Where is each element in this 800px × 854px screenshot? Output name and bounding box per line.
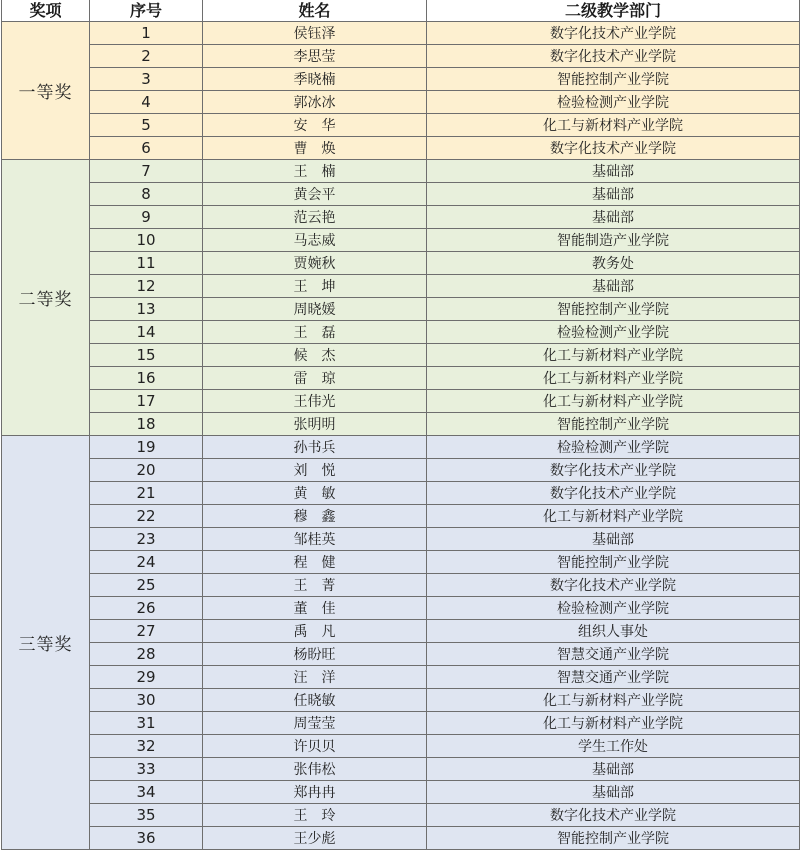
row-number-cell: 27 xyxy=(90,620,203,643)
person-name-cell: 贾婉秋 xyxy=(203,252,427,275)
department-cell: 检验检测产业学院 xyxy=(427,436,800,459)
table-row xyxy=(2,390,800,413)
person-name-cell: 张明明 xyxy=(203,413,427,436)
header-name: 姓名 xyxy=(203,0,427,22)
row-number-cell: 15 xyxy=(90,344,203,367)
department-cell: 数字化技术产业学院 xyxy=(427,137,800,160)
table-row xyxy=(2,114,800,137)
award-level-cell: 一等奖 xyxy=(2,22,90,160)
table-row xyxy=(2,689,800,712)
table-row xyxy=(2,620,800,643)
department-cell: 化工与新材料产业学院 xyxy=(427,367,800,390)
table-row xyxy=(2,712,800,735)
header-award: 奖项 xyxy=(2,0,90,22)
department-cell: 智能控制产业学院 xyxy=(427,827,800,850)
row-number-cell: 13 xyxy=(90,298,203,321)
department-cell: 基础部 xyxy=(427,275,800,298)
row-number-cell: 25 xyxy=(90,574,203,597)
person-name-cell: 郭冰冰 xyxy=(203,91,427,114)
row-number-cell: 19 xyxy=(90,436,203,459)
department-cell: 智慧交通产业学院 xyxy=(427,666,800,689)
department-cell: 基础部 xyxy=(427,528,800,551)
person-name-cell: 王少彪 xyxy=(203,827,427,850)
person-name-cell: 郑冉冉 xyxy=(203,781,427,804)
table-row xyxy=(2,482,800,505)
department-cell: 基础部 xyxy=(427,183,800,206)
row-number-cell: 14 xyxy=(90,321,203,344)
row-number-cell: 24 xyxy=(90,551,203,574)
person-name-cell: 刘 悦 xyxy=(203,459,427,482)
table-row xyxy=(2,252,800,275)
table-row xyxy=(2,229,800,252)
header-number: 序号 xyxy=(90,0,203,22)
table-row xyxy=(2,781,800,804)
person-name-cell: 王 玲 xyxy=(203,804,427,827)
row-number-cell: 22 xyxy=(90,505,203,528)
department-cell: 化工与新材料产业学院 xyxy=(427,344,800,367)
department-cell: 智能控制产业学院 xyxy=(427,413,800,436)
department-cell: 检验检测产业学院 xyxy=(427,91,800,114)
row-number-cell: 5 xyxy=(90,114,203,137)
table-row xyxy=(2,643,800,666)
department-cell: 检验检测产业学院 xyxy=(427,597,800,620)
table-row xyxy=(2,436,800,459)
row-number-cell: 33 xyxy=(90,758,203,781)
table-row xyxy=(2,413,800,436)
person-name-cell: 范云艳 xyxy=(203,206,427,229)
department-cell: 数字化技术产业学院 xyxy=(427,459,800,482)
person-name-cell: 雷 琼 xyxy=(203,367,427,390)
table-row xyxy=(2,206,800,229)
person-name-cell: 董 佳 xyxy=(203,597,427,620)
department-cell: 数字化技术产业学院 xyxy=(427,22,800,45)
table-row xyxy=(2,459,800,482)
person-name-cell: 王 坤 xyxy=(203,275,427,298)
table-row xyxy=(2,666,800,689)
row-number-cell: 23 xyxy=(90,528,203,551)
row-number-cell: 20 xyxy=(90,459,203,482)
row-number-cell: 17 xyxy=(90,390,203,413)
table-row xyxy=(2,735,800,758)
person-name-cell: 任晓敏 xyxy=(203,689,427,712)
department-cell: 化工与新材料产业学院 xyxy=(427,390,800,413)
department-cell: 智能制造产业学院 xyxy=(427,229,800,252)
row-number-cell: 35 xyxy=(90,804,203,827)
table-body xyxy=(2,22,800,850)
department-cell: 化工与新材料产业学院 xyxy=(427,712,800,735)
table-row xyxy=(2,505,800,528)
row-number-cell: 11 xyxy=(90,252,203,275)
table-row xyxy=(2,91,800,114)
person-name-cell: 周莹莹 xyxy=(203,712,427,735)
award-level-cell: 三等奖 xyxy=(2,436,90,850)
award-level-cell: 二等奖 xyxy=(2,160,90,436)
department-cell: 化工与新材料产业学院 xyxy=(427,689,800,712)
table-row xyxy=(2,551,800,574)
person-name-cell: 张伟松 xyxy=(203,758,427,781)
person-name-cell: 王 楠 xyxy=(203,160,427,183)
row-number-cell: 31 xyxy=(90,712,203,735)
award-table xyxy=(1,0,800,850)
department-cell: 智能控制产业学院 xyxy=(427,298,800,321)
table-row xyxy=(2,344,800,367)
department-cell: 数字化技术产业学院 xyxy=(427,45,800,68)
row-number-cell: 9 xyxy=(90,206,203,229)
department-cell: 学生工作处 xyxy=(427,735,800,758)
table-row xyxy=(2,804,800,827)
row-number-cell: 30 xyxy=(90,689,203,712)
row-number-cell: 29 xyxy=(90,666,203,689)
table-row xyxy=(2,321,800,344)
person-name-cell: 侯钰泽 xyxy=(203,22,427,45)
person-name-cell: 李思莹 xyxy=(203,45,427,68)
department-cell: 教务处 xyxy=(427,252,800,275)
person-name-cell: 黄 敏 xyxy=(203,482,427,505)
row-number-cell: 2 xyxy=(90,45,203,68)
department-cell: 智慧交通产业学院 xyxy=(427,643,800,666)
person-name-cell: 杨盼旺 xyxy=(203,643,427,666)
person-name-cell: 季晓楠 xyxy=(203,68,427,91)
row-number-cell: 32 xyxy=(90,735,203,758)
person-name-cell: 汪 洋 xyxy=(203,666,427,689)
row-number-cell: 6 xyxy=(90,137,203,160)
person-name-cell: 曹 焕 xyxy=(203,137,427,160)
department-cell: 化工与新材料产业学院 xyxy=(427,114,800,137)
table-row xyxy=(2,68,800,91)
department-cell: 化工与新材料产业学院 xyxy=(427,505,800,528)
row-number-cell: 8 xyxy=(90,183,203,206)
table-row xyxy=(2,574,800,597)
department-cell: 组织人事处 xyxy=(427,620,800,643)
department-cell: 检验检测产业学院 xyxy=(427,321,800,344)
department-cell: 基础部 xyxy=(427,206,800,229)
person-name-cell: 程 健 xyxy=(203,551,427,574)
row-number-cell: 3 xyxy=(90,68,203,91)
row-number-cell: 36 xyxy=(90,827,203,850)
person-name-cell: 孙书兵 xyxy=(203,436,427,459)
row-number-cell: 18 xyxy=(90,413,203,436)
department-cell: 智能控制产业学院 xyxy=(427,68,800,91)
row-number-cell: 4 xyxy=(90,91,203,114)
row-number-cell: 7 xyxy=(90,160,203,183)
person-name-cell: 候 杰 xyxy=(203,344,427,367)
header-row xyxy=(2,0,800,22)
table-row xyxy=(2,758,800,781)
person-name-cell: 许贝贝 xyxy=(203,735,427,758)
row-number-cell: 12 xyxy=(90,275,203,298)
person-name-cell: 王伟光 xyxy=(203,390,427,413)
table-row xyxy=(2,275,800,298)
person-name-cell: 安 华 xyxy=(203,114,427,137)
table-row xyxy=(2,528,800,551)
person-name-cell: 禹 凡 xyxy=(203,620,427,643)
table-row xyxy=(2,597,800,620)
row-number-cell: 1 xyxy=(90,22,203,45)
row-number-cell: 28 xyxy=(90,643,203,666)
row-number-cell: 10 xyxy=(90,229,203,252)
department-cell: 智能控制产业学院 xyxy=(427,551,800,574)
department-cell: 基础部 xyxy=(427,160,800,183)
table-row xyxy=(2,137,800,160)
table-row xyxy=(2,827,800,850)
table-row xyxy=(2,160,800,183)
person-name-cell: 周晓媛 xyxy=(203,298,427,321)
person-name-cell: 王 菁 xyxy=(203,574,427,597)
table-row xyxy=(2,367,800,390)
department-cell: 数字化技术产业学院 xyxy=(427,574,800,597)
table-row xyxy=(2,22,800,45)
row-number-cell: 26 xyxy=(90,597,203,620)
person-name-cell: 马志威 xyxy=(203,229,427,252)
person-name-cell: 穆 鑫 xyxy=(203,505,427,528)
table-row xyxy=(2,183,800,206)
table-row xyxy=(2,298,800,321)
header-department: 二级教学部门 xyxy=(427,0,800,22)
row-number-cell: 16 xyxy=(90,367,203,390)
person-name-cell: 黄会平 xyxy=(203,183,427,206)
department-cell: 数字化技术产业学院 xyxy=(427,804,800,827)
department-cell: 基础部 xyxy=(427,758,800,781)
person-name-cell: 邹桂英 xyxy=(203,528,427,551)
department-cell: 数字化技术产业学院 xyxy=(427,482,800,505)
person-name-cell: 王 磊 xyxy=(203,321,427,344)
row-number-cell: 34 xyxy=(90,781,203,804)
department-cell: 基础部 xyxy=(427,781,800,804)
table-row xyxy=(2,45,800,68)
row-number-cell: 21 xyxy=(90,482,203,505)
